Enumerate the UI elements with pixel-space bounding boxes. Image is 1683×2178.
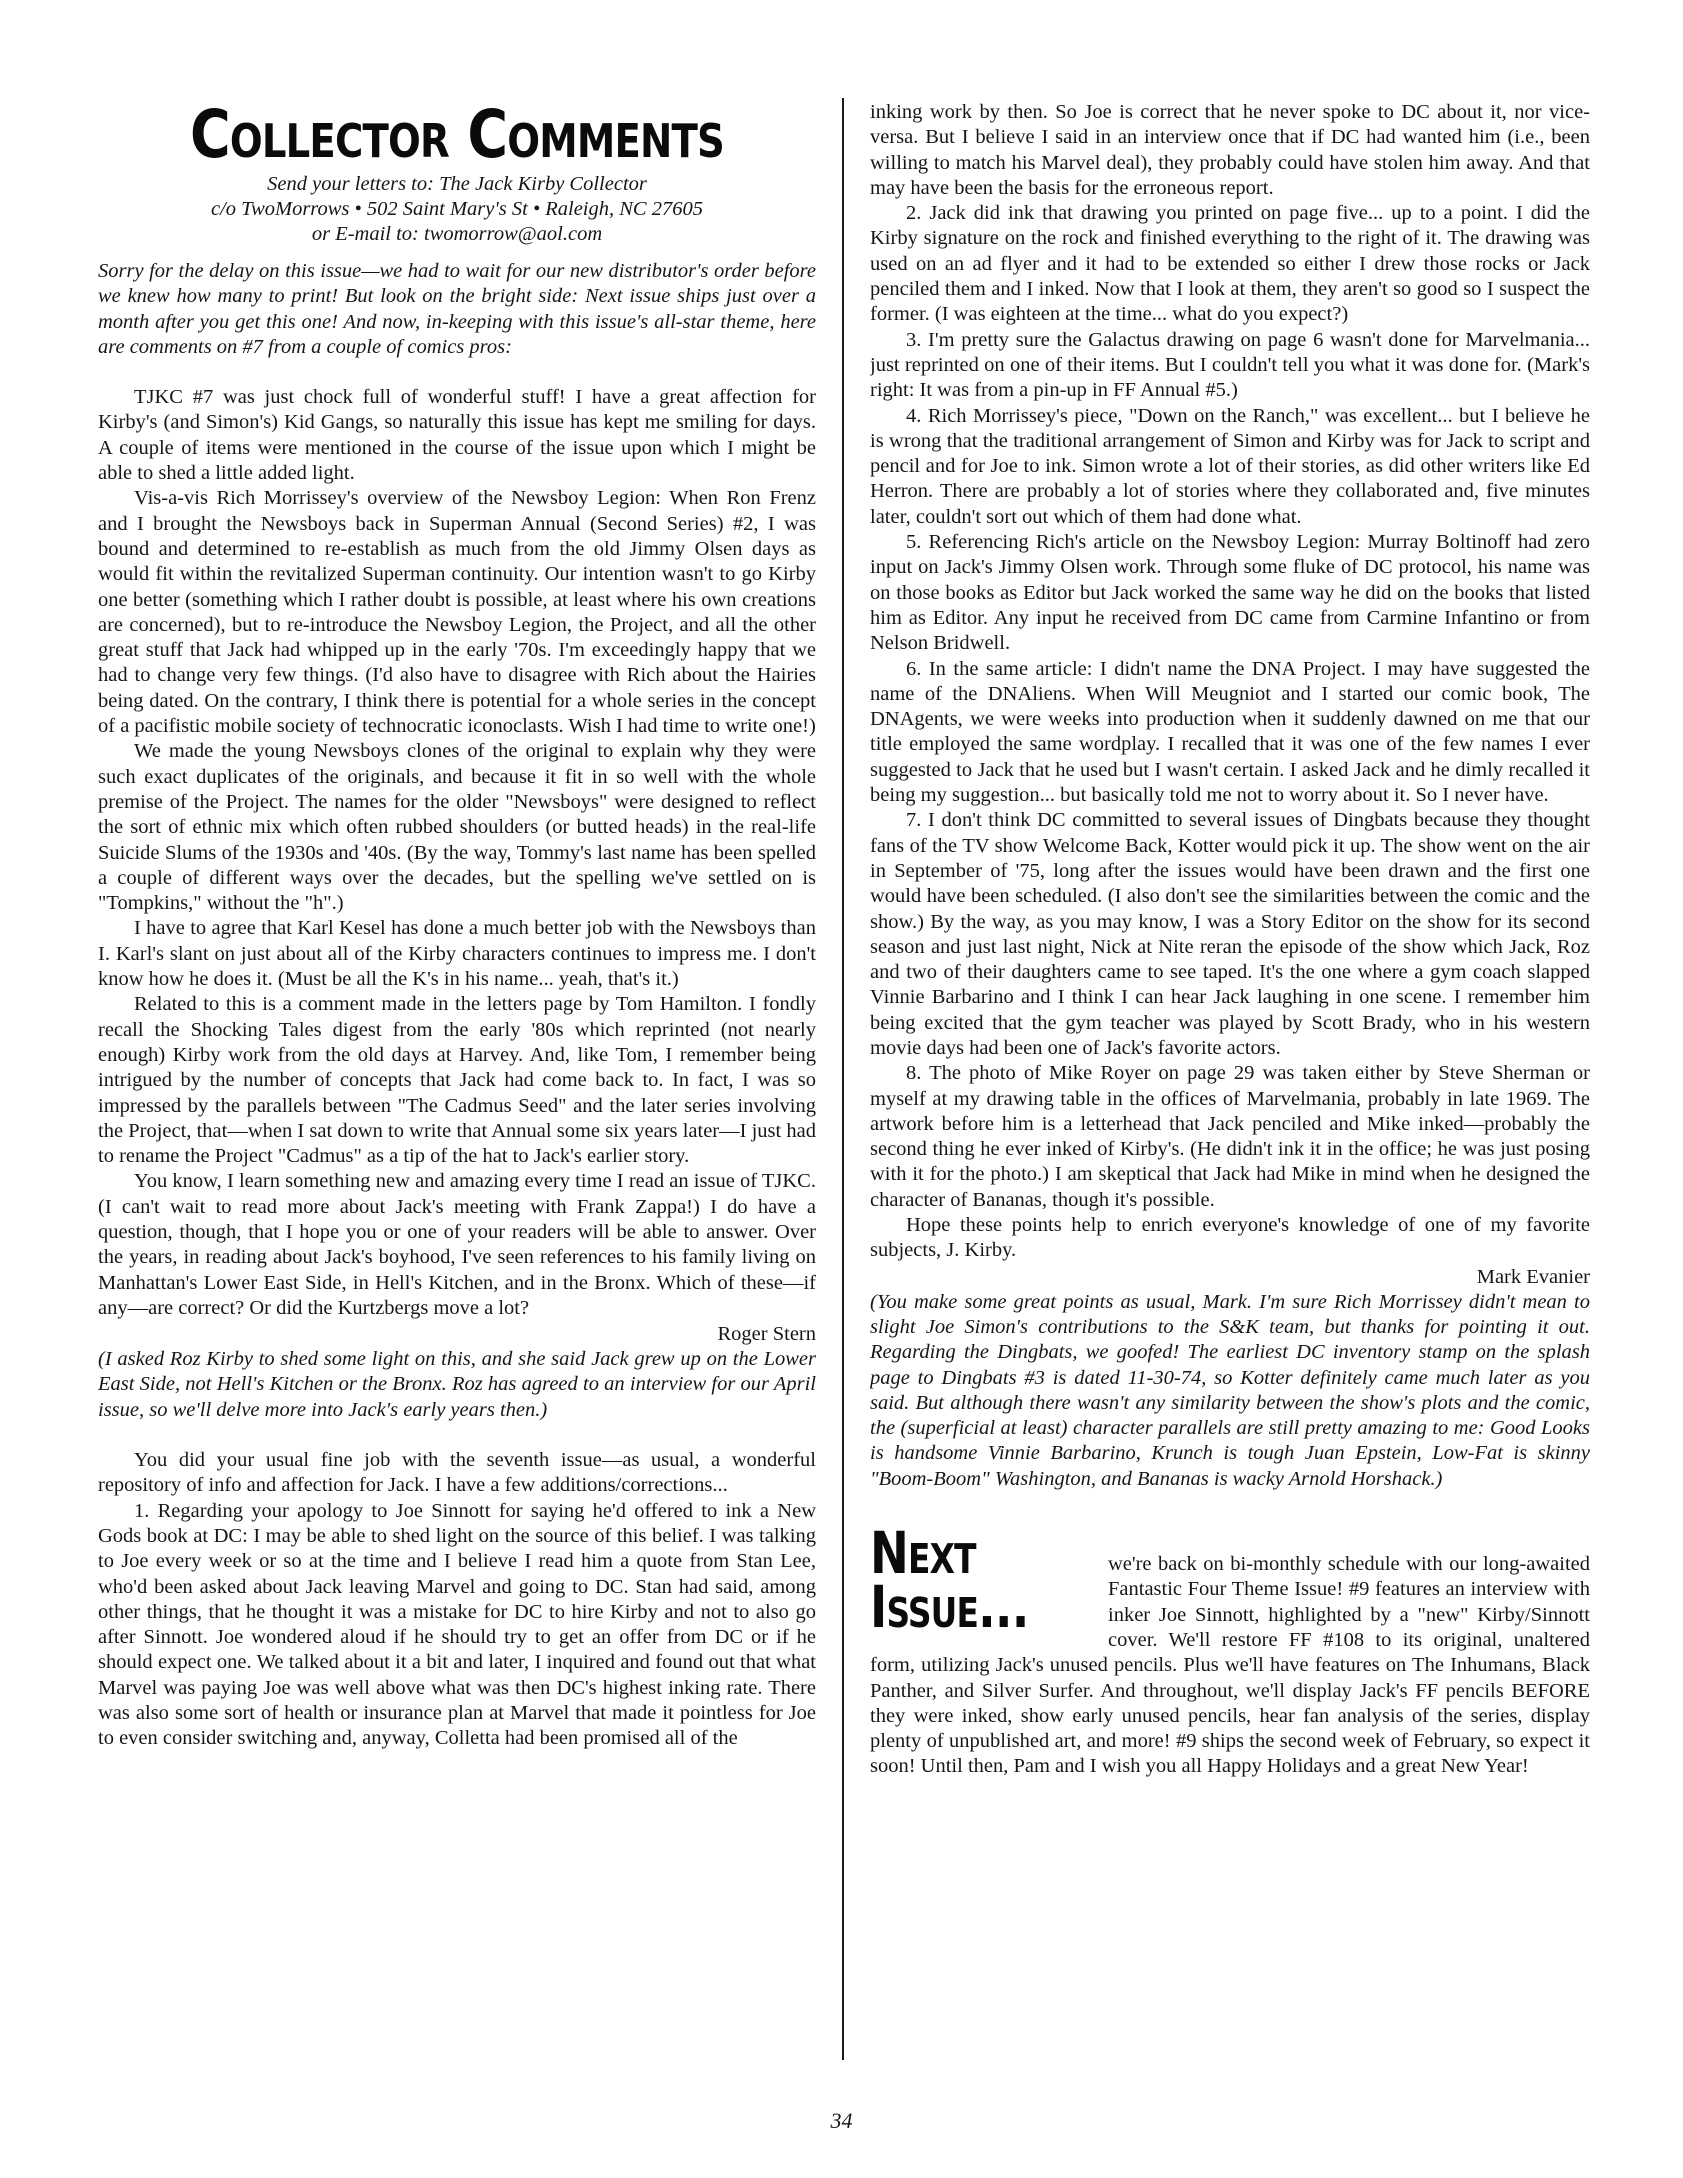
letter-roger-stern	[98, 385, 816, 1347]
letter-mark-evanier-part1	[98, 1448, 816, 1752]
letter-paragraph: You did your usual fine job with the seventh issue—as usual, a wonderful repository of info and affection for Jack. I have a few additions/corrections...	[98, 1449, 816, 1497]
page-number: 34	[830, 2108, 853, 2133]
letter-signature: Roger Stern	[717, 1323, 816, 1346]
next-issue-box	[870, 1519, 1590, 1780]
letter-paragraph: Hope these points help to enrich everyone's knowledge of one of my favorite subjects, J. Kirby.	[870, 1214, 1590, 1262]
next-issue-text: we're back on bi-monthly schedule with our long-awaited Fantastic Four Theme Issue! #9 features an interview with inker Joe Sinnott, highlighted by a "new" Kirby/Sinnott cover. We'll restore FF #108 to its original, unaltered form, utilizing Jack's unused pencils. Plus we'll have features on The Inhumans, Black Panther, and Silver Surfer. And throughout, we'll display Jack's FF pencils BEFORE they were inked, show early unused pencils, hear fan analysis of the series, display plenty of unpublished art, and more! #9 ships the second week of February, so expect it soon! Until then, Pam and I wish you all Happy Holidays and a great New Year!	[870, 1553, 1590, 1778]
left-column	[98, 92, 816, 2072]
letter-paragraph: 4. Rich Morrissey's piece, "Down on the Ranch," was excellent... but I believe he is wrong that the traditional arrangement of Simon and Kirby was for Jack to script and pencil and for Joe to ink. Simon wrote a lot of their stories, as did other writers like Ed Herron. There are probably a lot of stories where they collaborated and, five minutes later, couldn't sort out which of them had done what.	[870, 404, 1590, 528]
letter-paragraph: 7. I don't think DC committed to several issues of Dingbats because they thought fans of the TV show Welcome Back, Kotter would pick it up. The show went on the air in September of '75, long after the issues would have been drawn and the first one would have been scheduled. (I also don't see the similarities between the comic and the show.) By the way, as you may know, I was a Story Editor on the show for its second season and just last night, Nick at Nite reran the episode of the show which Jack, Roz and two of their daughters came to see taped. It's the one where a gym coach slapped Vinnie Barbarino and I think I can hear Jack laughing in one scene. I remember him being excited that the gym teacher was played by Scott Brady, who in his western movie days had been one of Jack's favorite actors.	[870, 809, 1590, 1059]
editor-reply: (I asked Roz Kirby to shed some light on this, and she said Jack grew up on the Lower East Side, not Hell's Kitchen or the Bronx. Roz has agreed to an interview for our April issue, so we'll delve more into Jack's early years then.)	[98, 1348, 816, 1421]
letter-paragraph: I have to agree that Karl Kesel has done a much better job with the Newsboys than I. Karl's slant on just about all of the Kirby characters continues to impress me. I don't know how he does it. (Must be all the K's in his name... yeah, that's it.)	[98, 917, 816, 991]
letter-paragraph: You know, I learn something new and amazing every time I read an issue of TJKC. (I can't wait to read more about Jack's meeting with Frank Zappa!) I do have a question, though, that I hope you or one of your readers will be able to answer. Over the years, in reading about Jack's boyhood, I've seen references to his family living on Manhattan's Lower East Side, in Hell's Kitchen, and in the Bronx. Which of these—if any—are correct? Or did the Kurtzbergs move a lot?	[98, 1170, 816, 1319]
address-line: or E-mail to: twomorrow@aol.com	[311, 223, 603, 245]
next-issue-heading: Next Issue...	[870, 1519, 1029, 1642]
letter-signature: Mark Evanier	[1476, 1265, 1590, 1288]
letter-paragraph: 2. Jack did ink that drawing you printed on page five... up to a point. I did the Kirby signature on the rock and finished everything to the right of it. The drawing was used on an ad flyer and it had to be extended so either I drew those rocks or Jack penciled them and I inked. Now that I look at them, they aren't so good so I suspect the former. (I was eighteen at the time... what do you expect?)	[870, 202, 1590, 326]
letter-paragraph: We made the young Newsboys clones of the original to explain why they were such exact duplicates of the originals, and because it fit in so well with the whole premise of the Project. The names for the older "Newsboys" were designed to reflect the sort of ethnic mix which often rubbed shoulders (or butted heads) in the real-life Suicide Slums of the 1930s and '40s. (By the way, Tommy's last name has been spelled a couple of different ways over the decades, but the spelling we've settled on is "Tompkins," without the "h".)	[98, 740, 816, 915]
letter-paragraph: 6. In the same article: I didn't name the DNA Project. I may have suggested the name of the DNAliens. When Will Meugniot and I started our comic book, The DNAgents, we were weeks into production when it suddenly dawned on me that our title employed the same wordplay. I recalled that it was one of the few names I ever suggested to Jack that he used but I wasn't certain. I asked Jack and he dimly recalled it being my suggestion... but basically told me not to worry about it. So I never have.	[870, 657, 1590, 807]
editor-intro: Sorry for the delay on this issue—we had to wait for our new distributor's order before we knew how many to print! But look on the bright side: Next issue ships just over a month after you get this one! And now, in-keeping with this issue's all-star theme, here are comments on #7 from a couple of comics pros:	[98, 260, 816, 358]
right-column	[870, 100, 1590, 2080]
letter-paragraph: TJKC #7 was just chock full of wonderful stuff! I have a great affection for Kirby's (and Simon's) Kid Gangs, so naturally this issue has kept me smiling for days. A couple of items were mentioned in the course of the issue upon which I might be able to shed a little added light.	[98, 386, 816, 485]
editor-reply: (You make some great points as usual, Mark. I'm sure Rich Morrissey didn't mean to slight Joe Simon's contributions to the S&K team, but thanks for pointing it out. Regarding the Dingbats, we goofed! The earliest DC inventory stamp on the splash page to Dingbats #3 is dated 11-30-74, so Kotter definitely came much later as you said. But although there wasn't any similarity between the show's plots and the comic, the (superficial at least) character parallels are still pretty amazing to me: Good Looks is handsome Vinnie Barbarino, Krunch is tough Juan Epstein, Low-Fat is skinny "Boom-Boom" Washington, and Bananas is wacky Arnold Horshack.)	[870, 1290, 1590, 1490]
address-line: c/o TwoMorrows • 502 Saint Mary's St • Raleigh, NC 27605	[211, 198, 703, 220]
address-line: Send your letters to: The Jack Kirby Collector	[267, 173, 647, 195]
letter-paragraph: 5. Referencing Rich's article on the Newsboy Legion: Murray Boltinoff had zero input on Jack's Jimmy Olsen work. Through some fluke of DC protocol, his name was on those books as Editor but Jack worked the same way he did on the books that listed him as Editor. Any input he received from DC came from Carmine Infantino or from Nelson Bridwell.	[870, 531, 1590, 655]
mailing-address	[98, 172, 816, 247]
letter-paragraph: 8. The photo of Mike Royer on page 29 was taken either by Steve Sherman or myself at my drawing table in the offices of Marvelmania, probably in late 1969. The artwork before him is a letterhead that Jack penciled and Mike inked—probably the second thing he ever inked of Kirby's. (He didn't ink it in the office; he was just posing with it for the photo.) I am skeptical that Jack had Mike in mind when he designed the character of Bananas, though it's possible.	[870, 1062, 1590, 1211]
letter-paragraph: 1. Regarding your apology to Joe Sinnott for saying he'd offered to ink a New Gods book at DC: I may be able to shed light on the source of this belief. I was talking to Joe every week or so at the time and I believe I read him a quote from Stan Lee, who'd been asked about Jack leaving Marvel and going to DC. Stan had said, among other things, that he thought it was a mistake for DC to hire Kirby and not to also go after Sinnott. Joe wondered aloud if he should try to get an offer from DC or if he should expect one. We talked about it a bit and later, I inquired and found out that what Marvel was paying Joe was well above what was then DC's highest inking rate. There was also some sort of health or insurance plan at Marvel that made it pointless for Joe to even consider switching and, anyway, Colletta had been promised all of the	[98, 1499, 816, 1750]
letter-mark-evanier-part2	[870, 100, 1590, 1290]
letter-paragraph: Related to this is a comment made in the letters page by Tom Hamilton. I fondly recall the Shocking Tales digest from the early '80s which reprinted (not nearly enough) Kirby work from the old days at Harvey. And, like Tom, I remember being intrigued by the number of concepts that Jack had come back to. In fact, I was so impressed by the parallels between "The Cadmus Seed" and the later series involving the Project, that—when I sat down to write that Annual some six years later—I just had to rename the Project "Cadmus" as a tip of the hat to Jack's earlier story.	[98, 993, 816, 1168]
column-divider	[842, 98, 844, 2060]
letter-paragraph: inking work by then. So Joe is correct that he never spoke to DC about it, nor vice-versa. But I believe I said in an interview once that if DC had wanted him (i.e., been willing to match his Marvel deal), they probably could have stolen him away. And that may have been the basis for the erroneous report.	[870, 101, 1590, 199]
letter-paragraph: Vis-a-vis Rich Morrissey's overview of the Newsboy Legion: When Ron Frenz and I brought the Newsboys back in Superman Annual (Second Series) #2, I was bound and determined to re-establish as much from the old Jimmy Olsen days as would fit within the revitalized Superman continuity. Our intention wasn't to go Kirby one better (something which I rather doubt is possible, at least where his own creations are concerned), but to re-introduce the Newsboy Legion, the Project, and all the other great stuff that Jack had whipped up in the early '70s. I'm exceedingly happy that we had to change very few things. (I'd also have to disagree with Rich about the Hairies being dated. On the contrary, I think there is potential for a whole series in the concept of a pacifistic mobile society of technocratic iconoclasts. Wish I had time to write one!)	[98, 487, 816, 738]
letter-paragraph: 3. I'm pretty sure the Galactus drawing on page 6 wasn't done for Marvelmania... just reprinted on one of their items. But I couldn't tell you what it was done for. (Mark's right: It was from a pin-up in FF Annual #5.)	[870, 328, 1590, 402]
section-title: Collector Comments	[189, 96, 725, 173]
